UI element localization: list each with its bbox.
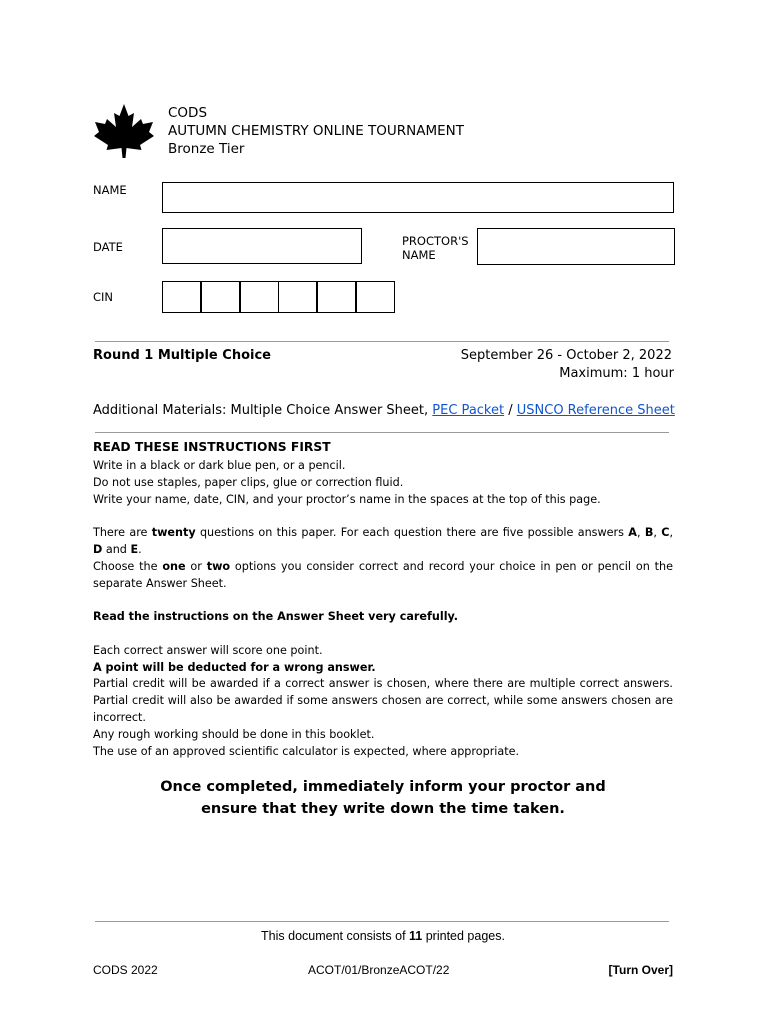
name-field[interactable]: [162, 182, 674, 213]
proctor-label-line1: PROCTOR'S: [402, 234, 469, 248]
footer-code: ACOT/01/BronzeACOT/22: [308, 963, 450, 977]
date-field[interactable]: [162, 228, 362, 264]
cin-digit-box[interactable]: [317, 281, 356, 313]
deduction-line: A point will be deducted for a wrong answer.: [93, 660, 376, 674]
proctor-name-field[interactable]: [477, 228, 675, 265]
materials-separator: /: [504, 403, 517, 418]
tier-label: Bronze Tier: [168, 141, 245, 157]
completion-notice-line2: ensure that they write down the time taken.: [201, 801, 565, 817]
rough-working-line: Any rough working should be done in this booklet.: [93, 727, 375, 741]
cin-digit-box[interactable]: [201, 281, 240, 313]
cin-digit-box[interactable]: [356, 281, 395, 313]
name-label: NAME: [93, 183, 127, 197]
calculator-line: The use of an approved scientific calculator is expected, where appropriate.: [93, 744, 520, 758]
org-name: CODS: [168, 105, 208, 121]
answer-sheet-note: Read the instructions on the Answer Sheet very carefully.: [93, 610, 459, 624]
instruction-line: Write in a black or dark blue pen, or a pencil.: [93, 459, 346, 472]
maple-leaf-logo-icon: [93, 103, 155, 159]
round-title: Round 1 Multiple Choice: [93, 348, 271, 363]
materials-prefix: Additional Materials: Multiple Choice Answer Sheet,: [93, 403, 433, 418]
round-dates: September 26 - October 2, 2022: [460, 348, 672, 363]
divider: [95, 432, 669, 433]
usnco-reference-sheet-link[interactable]: USNCO Reference Sheet: [516, 403, 675, 418]
turn-over-label: [Turn Over]: [608, 963, 673, 977]
question-count-paragraph: There are twenty questions on this paper. For each question there are five possible answers A, B, C, D and E.: [93, 526, 673, 556]
date-label: DATE: [93, 240, 123, 254]
round-duration: Maximum: 1 hour: [559, 366, 674, 381]
instructions-body: [93, 458, 673, 760]
completion-notice-line1: Once completed, immediately inform your proctor and: [160, 779, 606, 795]
page-count: This document consists of 11 printed pages.: [261, 929, 505, 943]
instructions-heading: READ THESE INSTRUCTIONS FIRST: [93, 440, 331, 454]
additional-materials: [93, 403, 675, 418]
tournament-title: AUTUMN CHEMISTRY ONLINE TOURNAMENT: [168, 123, 465, 139]
divider: [95, 921, 669, 922]
proctor-label-line2: NAME: [402, 248, 436, 262]
cin-digit-box[interactable]: [278, 281, 317, 313]
cin-digit-box[interactable]: [162, 281, 201, 313]
footer-left: CODS 2022: [93, 963, 158, 977]
partial-credit-paragraph: Partial credit will be awarded if a correct answer is chosen, where there are multiple correct answers. Partial credit will also be awarded if some answers chosen are correct, while some answers chosen are incorrect.: [93, 677, 673, 724]
divider: [95, 341, 669, 342]
choose-options-paragraph: Choose the one or two options you consider correct and record your choice in pen or pencil on the separate Answer Sheet.: [93, 559, 673, 590]
pec-packet-link[interactable]: PEC Packet: [432, 403, 505, 418]
instruction-line: Write your name, date, CIN, and your proctor’s name in the spaces at the top of this page.: [93, 492, 601, 506]
cin-label: CIN: [93, 290, 114, 304]
cin-digit-box[interactable]: [240, 281, 279, 313]
cin-field: [162, 281, 395, 313]
scoring-line: Each correct answer will score one point.: [93, 643, 323, 657]
instruction-line: Do not use staples, paper clips, glue or correction fluid.: [93, 475, 404, 489]
